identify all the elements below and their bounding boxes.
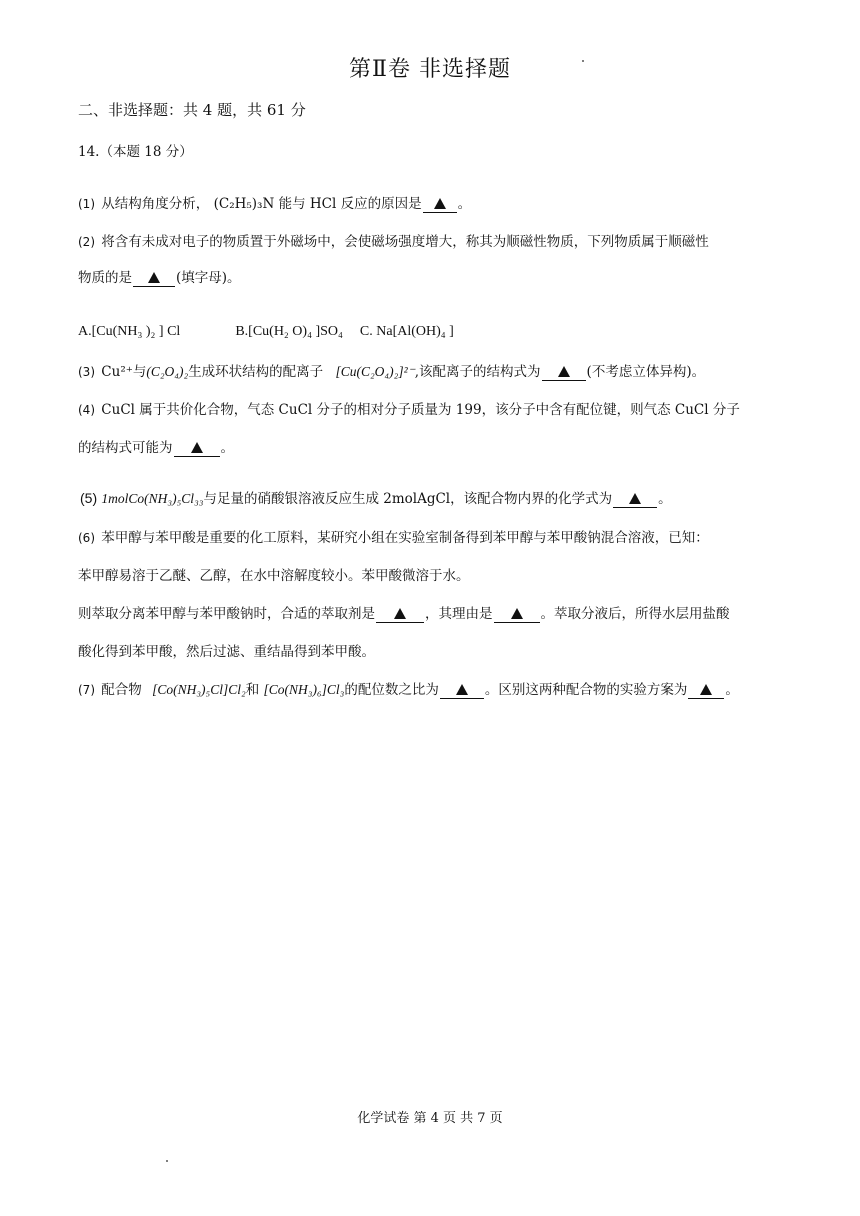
question-1 — [78, 194, 471, 214]
answer-blank — [613, 491, 657, 508]
triangle-icon — [434, 198, 446, 209]
question-6-line-3 — [78, 604, 730, 624]
chem-formula: [Co(NH₃)₅Cl]Cl₂ — [152, 682, 246, 697]
question-text: 和 — [245, 682, 260, 698]
question-text: 生成环状结构的配离子 — [188, 364, 324, 380]
question-number: (7) — [78, 683, 95, 697]
question-number: (5) — [80, 490, 98, 506]
question-text: CuCl 属于共价化合物，气态 CuCl 分子的相对分子质量为 199，该分子中含有配位键，则气态 CuCl 分子 — [101, 402, 740, 418]
question-6 — [78, 528, 709, 548]
answer-blank — [494, 606, 540, 623]
section-heading: 二、非选择题：共 4 题，共 61 分 — [78, 101, 306, 119]
chem-formula: (C₂O₄)₂ — [146, 364, 189, 379]
answer-blank — [174, 440, 220, 457]
question-text: 。区别这两种配合物的实验方案为 — [484, 682, 688, 698]
question-text: 。 — [220, 440, 234, 456]
question-text: ,该配离子的结构式为 — [414, 364, 541, 380]
question-6-line-4: 酸化得到苯甲酸，然后过滤、重结晶得到苯甲酸。 — [78, 644, 375, 660]
question-number: (2) — [78, 235, 95, 249]
question-5 — [80, 488, 672, 509]
question-3 — [78, 362, 705, 382]
triangle-icon — [629, 493, 641, 504]
answer-blank — [376, 606, 424, 623]
question-text: 物质的是 — [78, 270, 132, 286]
question-text: 。 — [658, 491, 672, 507]
question-14-header: 14.（本题 18 分） — [78, 144, 193, 160]
chem-formula: [Co(NH₃)₆]Cl₃ — [263, 682, 345, 697]
question-number: (4) — [78, 403, 95, 417]
question-7 — [78, 680, 739, 700]
question-text: 。萃取分液后，所得水层用盐酸 — [540, 606, 730, 622]
triangle-icon — [700, 684, 712, 695]
triangle-icon — [558, 366, 570, 377]
question-text: Cu²⁺与 — [101, 364, 147, 380]
question-text: 与足量的硝酸银溶液反应生成 2molAgCl，该配合物内界的化学式为 — [203, 491, 613, 507]
question-2-options — [78, 322, 454, 342]
question-text: 的结构式可能为 — [78, 440, 173, 456]
question-text: 能与 HCl 反应的原因是 — [278, 196, 422, 212]
scan-dot — [166, 1160, 168, 1162]
chem-formula: [Cu(C₂O₄)₂]²⁻ — [335, 364, 415, 379]
question-text: (不考虑立体异构)。 — [586, 364, 706, 380]
triangle-icon — [191, 442, 203, 453]
question-text: 则萃取分离苯甲醇与苯甲酸钠时，合适的萃取剂是 — [78, 606, 375, 622]
chem-formula: 1molCo(NH₃)₅Cl₃₃ — [101, 491, 204, 506]
answer-blank — [423, 196, 457, 213]
option-a: A.[Cu(NH₃ )₂ ] Cl — [78, 324, 181, 339]
question-number: (3) — [78, 365, 95, 379]
triangle-icon — [148, 272, 160, 283]
option-b: B.[Cu(H₂ O)₄ ]SO₄ — [235, 324, 343, 339]
question-2 — [78, 232, 709, 252]
page-title: 第Ⅱ卷 非选择题 — [349, 57, 511, 82]
answer-blank — [542, 364, 586, 381]
answer-blank — [133, 270, 175, 287]
question-number: (6) — [78, 531, 95, 545]
page-footer: 化学试卷 第 4 页 共 7 页 — [357, 1111, 503, 1126]
answer-blank — [688, 682, 724, 699]
question-text: 。 — [457, 196, 472, 212]
question-6-line-2: 苯甲醇易溶于乙醚、乙醇，在水中溶解度较小。苯甲酸微溶于水。 — [78, 568, 470, 584]
question-4 — [78, 400, 740, 420]
question-number: (1) — [78, 197, 95, 211]
question-text: 。 — [725, 682, 739, 698]
answer-blank — [440, 682, 484, 699]
question-text: 将含有未成对电子的物质置于外磁场中，会使磁场强度增大，称其为顺磁性物质，下列物质属于顺磁性 — [101, 234, 709, 250]
triangle-icon — [394, 608, 406, 619]
option-c: C. Na[Al(OH)₄ ] — [359, 324, 454, 339]
question-text: ，其理由是 — [425, 606, 493, 622]
question-text: 的配位数之比为 — [344, 682, 439, 698]
chem-formula: (C₂H₅)₃N — [213, 196, 275, 212]
question-text: 配合物 — [101, 682, 142, 698]
triangle-icon — [456, 684, 468, 695]
question-text: 从结构角度分析， — [101, 196, 210, 212]
question-text: 苯甲醇与苯甲酸是重要的化工原料，某研究小组在实验室制备得到苯甲醇与苯甲酸钠混合溶液，已知： — [101, 530, 709, 546]
question-text: (填字母)。 — [176, 270, 241, 286]
question-4-line-2 — [78, 438, 234, 458]
question-2-line-2 — [78, 268, 241, 288]
triangle-icon — [511, 608, 523, 619]
